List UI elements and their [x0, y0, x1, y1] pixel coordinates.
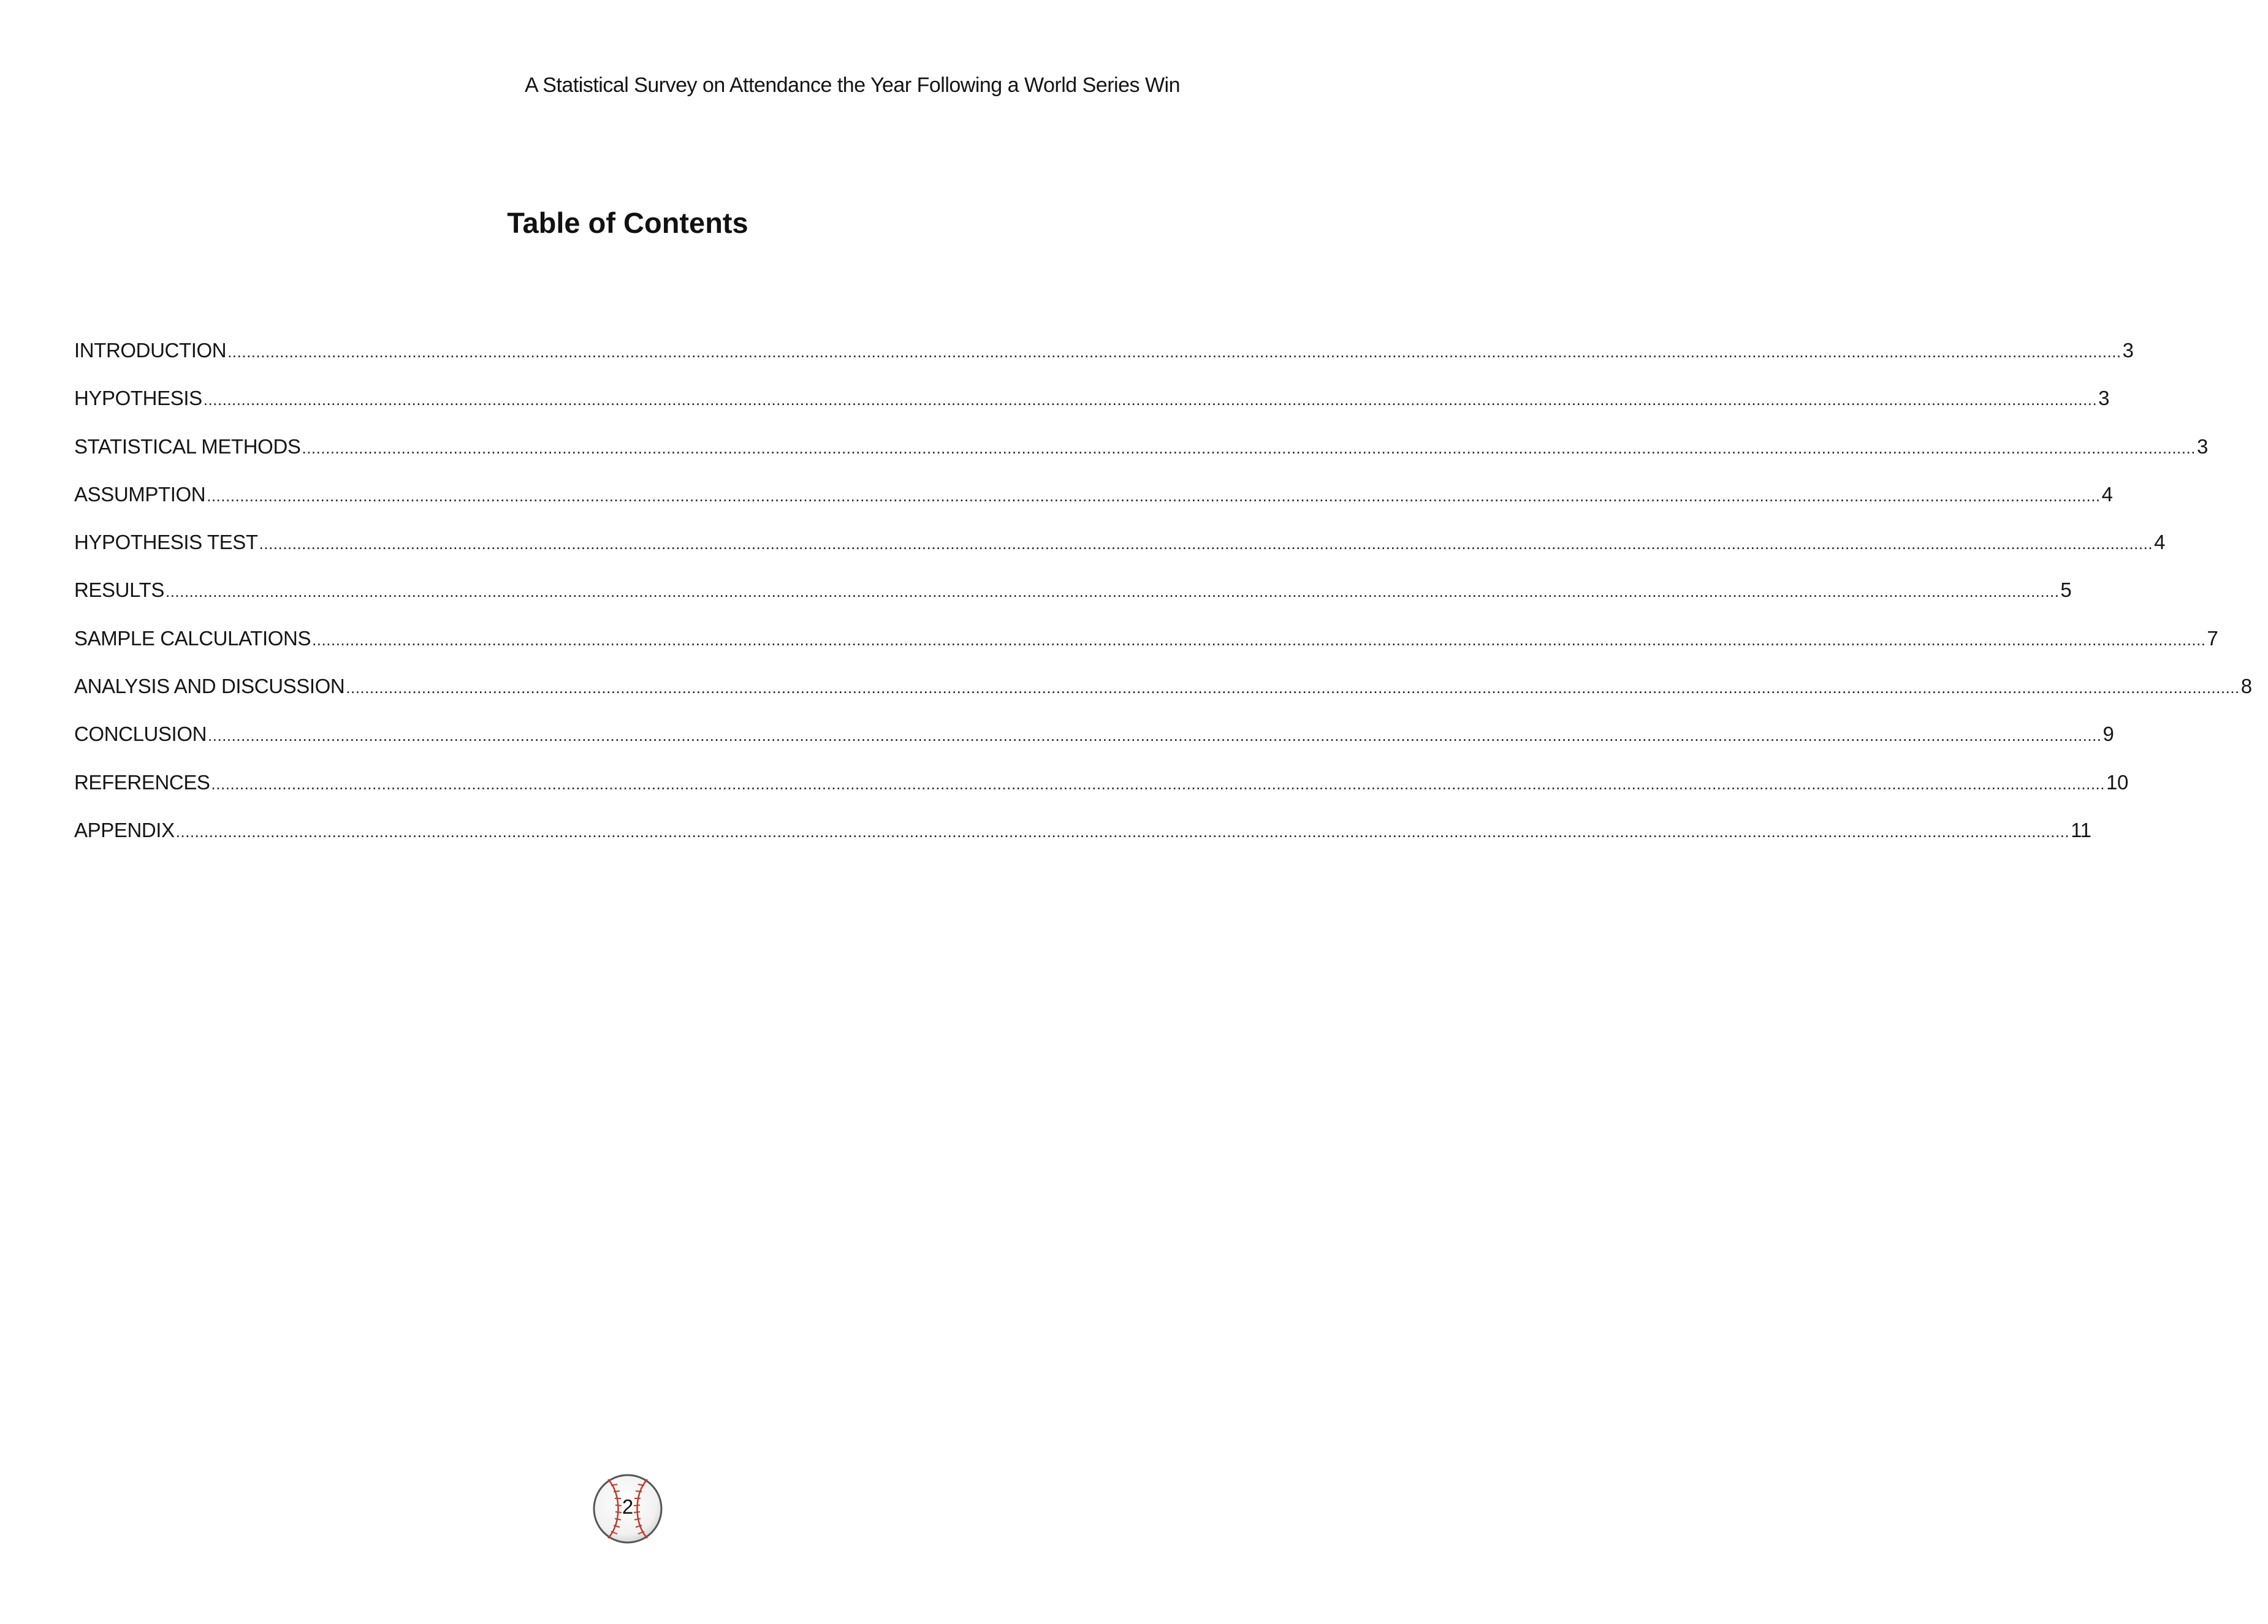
toc-entry-label: RESULTS — [74, 579, 164, 602]
running-header: A Statistical Survey on Attendance the Year Following a World Series Win — [525, 74, 1180, 97]
toc-entry[interactable] — [74, 675, 2252, 723]
toc-entry-page: 3 — [2098, 387, 2110, 410]
dot-leader: ................................................................................................................................................................................................................................................................................................................................................................................................................ — [346, 678, 2240, 697]
dot-leader: ................................................................................................................................................................................................................................................................................................................................................................................................................ — [207, 486, 2101, 505]
toc-entry-page: 8 — [2240, 675, 2252, 698]
toc-entry[interactable] — [74, 770, 2128, 819]
toc-entry[interactable] — [74, 531, 2166, 579]
toc-entry-page: 5 — [2060, 579, 2072, 602]
toc-entry-label: ASSUMPTION — [74, 482, 206, 506]
dot-leader: ................................................................................................................................................................................................................................................................................................................................................................................................................ — [203, 390, 2098, 409]
toc-entry-label: SAMPLE CALCULATIONS — [74, 626, 311, 650]
toc-entry-page: 7 — [2207, 626, 2218, 650]
page-number-badge — [591, 1472, 664, 1546]
toc-entry-label: HYPOTHESIS — [74, 387, 202, 410]
toc-entry-label: CONCLUSION — [74, 723, 207, 746]
toc-entry-label: REFERENCES — [74, 770, 210, 794]
toc-entry-label: APPENDIX — [74, 818, 175, 841]
toc-entry-page: 4 — [2101, 482, 2113, 506]
toc-entry[interactable] — [74, 339, 2134, 387]
dot-leader: ................................................................................................................................................................................................................................................................................................................................................................................................................ — [227, 343, 2121, 361]
toc-entry[interactable] — [74, 626, 2218, 675]
toc-entry-label: INTRODUCTION — [74, 339, 227, 362]
toc-entry-page: 4 — [2154, 531, 2166, 554]
toc-entry[interactable] — [74, 387, 2110, 434]
dot-leader: ................................................................................................................................................................................................................................................................................................................................................................................................................ — [302, 438, 2196, 457]
toc-entry-page: 10 — [2106, 770, 2128, 794]
dot-leader: ................................................................................................................................................................................................................................................................................................................................................................................................................ — [175, 822, 2070, 841]
toc-entry[interactable] — [74, 434, 2208, 483]
toc-entry-page: 3 — [2196, 434, 2208, 458]
toc-entry[interactable] — [74, 818, 2091, 867]
toc-entry-label: HYPOTHESIS TEST — [74, 531, 258, 554]
toc-entry-page: 3 — [2122, 339, 2134, 362]
dot-leader: ................................................................................................................................................................................................................................................................................................................................................................................................................ — [211, 774, 2105, 793]
page-number: 2 — [622, 1495, 634, 1518]
toc-entry-label: STATISTICAL METHODS — [74, 434, 301, 458]
dot-leader: ................................................................................................................................................................................................................................................................................................................................................................................................................ — [208, 726, 2102, 745]
toc-entry-page: 9 — [2102, 723, 2114, 746]
toc-entry-page: 11 — [2071, 818, 2091, 841]
page-title: Table of Contents — [507, 207, 748, 239]
dot-leader: ................................................................................................................................................................................................................................................................................................................................................................................................................ — [312, 630, 2206, 649]
toc-list — [74, 339, 2252, 867]
dot-leader: ................................................................................................................................................................................................................................................................................................................................................................................................................ — [165, 582, 2060, 601]
dot-leader: ................................................................................................................................................................................................................................................................................................................................................................................................................ — [259, 534, 2153, 553]
toc-entry[interactable] — [74, 723, 2114, 770]
toc-entry[interactable] — [74, 579, 2072, 626]
toc-entry[interactable] — [74, 482, 2113, 531]
toc-entry-label: ANALYSIS AND DISCUSSION — [74, 675, 345, 698]
